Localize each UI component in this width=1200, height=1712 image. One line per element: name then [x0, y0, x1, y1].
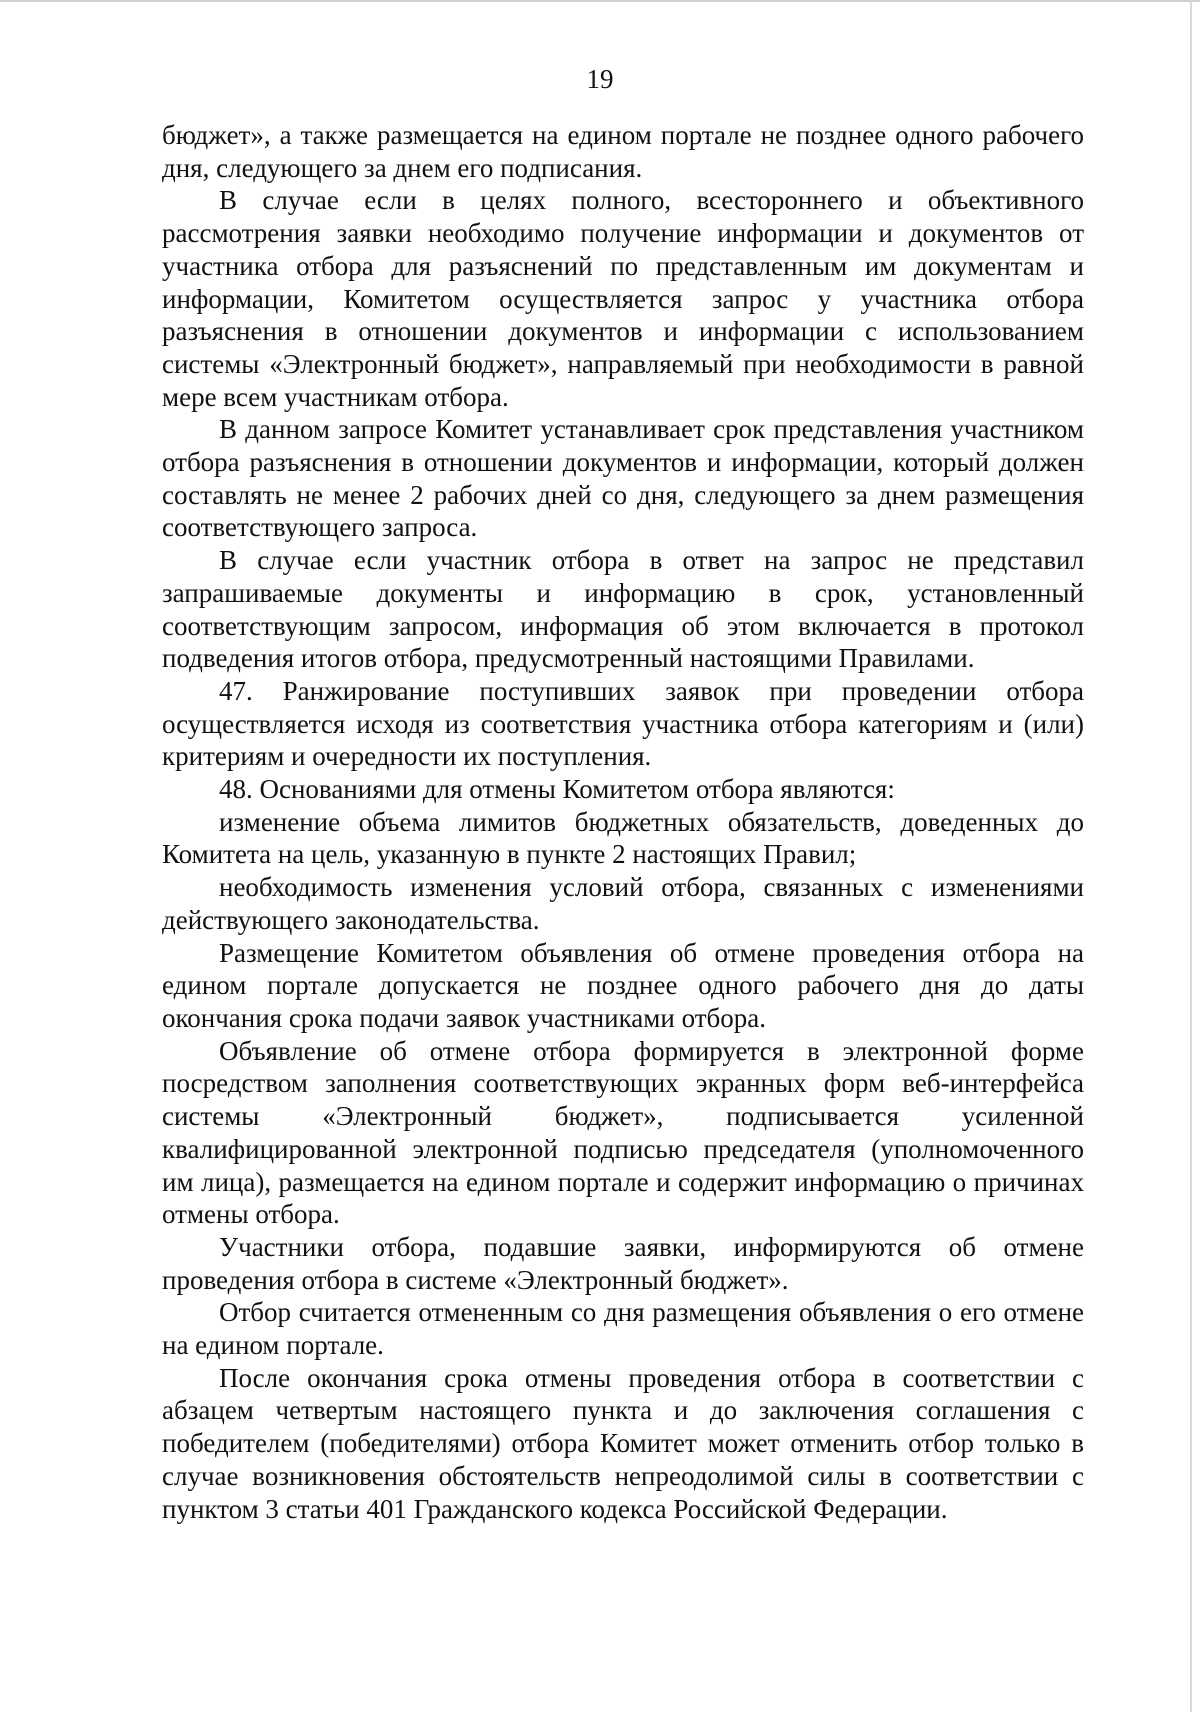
paragraph-ground-limits: изменение объема лимитов бюджетных обязательств, доведенных до Комитета на цель, указанную в пункте 2 настоящих Правил;: [162, 806, 1084, 870]
paragraph-continuation: бюджет», а также размещается на едином портале не позднее одного рабочего дня, следующего за днем его подписания.: [162, 120, 1084, 183]
paragraph-participants-informed: Участники отбора, подавшие заявки, информируются об отмене проведения отбора в системе «Электронный бюджет».: [162, 1231, 1084, 1295]
paragraph-clarification-request: В случае если в целях полного, всестороннего и объективного рассмотрения заявки необходимо получение информации и документов от участника отбора для разъяснений по представленным им документам и информации, Комитетом осуществляется запрос у участника отбора разъяснения в отношении документов и информации с использованием системы «Электронный бюджет», направляемый при необходимости в равной мере всем участникам отбора.: [162, 185, 1084, 412]
page-number: 19: [586, 64, 614, 94]
paragraph-cancellation-posting: Размещение Комитетом объявления об отмене проведения отбора на едином портале допускается не позднее одного рабочего дня до даты окончания срока подачи заявок участниками отбора.: [162, 937, 1084, 1033]
document-body: [162, 119, 1084, 1525]
paragraph-item-48: 48. Основаниями для отмены Комитетом отбора являются:: [219, 774, 895, 805]
paragraph-item-47: 47. Ранжирование поступивших заявок при проведении отбора осуществляется исходя из соответствия участника отбора категориям и (или) критериям и очередности их поступления.: [162, 675, 1084, 772]
paragraph-ground-legislation: необходимость изменения условий отбора, связанных с изменениями действующего законодательства.: [162, 872, 1084, 935]
paragraph-force-majeure: После окончания срока отмены проведения отбора в соответствии с абзацем четвертым настоящего пункта и до заключения соглашения с победителем (победителями) отбора Комитет может отменить отбор только в случае возникновения обстоятельств непреодолимой силы в соответствии с пунктом 3 статьи 401 Гражданского кодекса Российской Федерации.: [162, 1362, 1084, 1524]
paragraph-cancellation-notice: Объявление об отмене отбора формируется в электронной форме посредством заполнения соответствующих экранных форм веб-интерфейса системы «Электронный бюджет», подписывается усиленной квалифицированной электронной подписью председателя (уполномоченного им лица), размещается на едином портале и содержит информацию о причинах отмены отбора.: [162, 1035, 1084, 1230]
scan-top-edge: [0, 0, 1200, 2]
paragraph-request-deadline: В данном запросе Комитет устанавливает срок представления участником отбора разъяснения в отношении документов и информации, который должен составлять не менее 2 рабочих дней со дня, следующего за днем размещения соответствующего запроса.: [162, 414, 1084, 543]
scan-right-edge: [1190, 0, 1192, 1712]
paragraph-cancellation-effective: Отбор считается отмененным со дня размещения объявления о его отмене на едином портале.: [162, 1297, 1084, 1361]
paragraph-no-response: В случае если участник отбора в ответ на запрос не представил запрашиваемые документы и информацию в срок, установленный соответствующим запросом, информация об этом включается в протокол подведения итогов отбора, предусмотренный настоящими Правилами.: [162, 545, 1084, 674]
